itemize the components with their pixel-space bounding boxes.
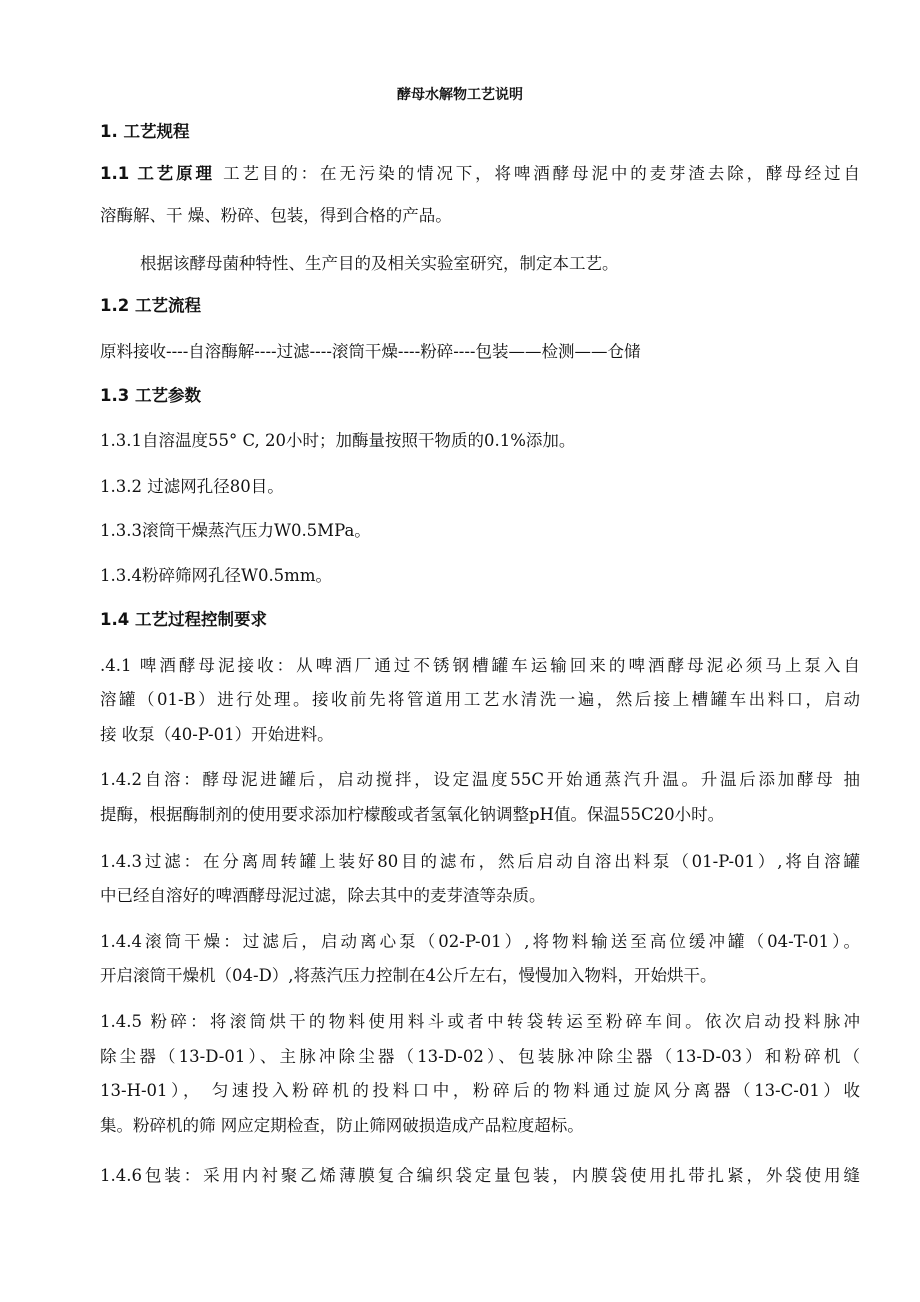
page-title: 酵母水解物工艺说明 [397, 87, 523, 103]
param-1-3-3: 1.3.3滚筒干燥蒸汽压力W0.5MPa。 [100, 521, 371, 540]
param-1-3-1: 1.3.1自溶温度55° C, 20小时；加酶量按照干物质的0.1%添加。 [100, 431, 576, 450]
para-1-4-2-line-1: 1.4.2自溶：酵母泥进罐后，启动搅拌，设定温度55C开始通蒸汽升温。升温后添加酵母 抽 [100, 770, 860, 789]
para-1-4-3-line-2: 中已经自溶好的啤酒酵母泥过滤，除去其中的麦芽渣等杂质。 [100, 886, 546, 905]
param-1-3-2: 1.3.2 过滤网孔径80目。 [100, 477, 284, 496]
section-1-1-line-2: 溶酶解、干 燥、粉碎、包装，得到合格的产品。 [100, 206, 452, 225]
para-1-4-3-line-1: 1.4.3过滤：在分离周转罐上装好80目的滤布，然后启动自溶出料泵（01-P-01）,将自溶罐 [100, 852, 860, 871]
section-1-1-text: 工艺目的：在无污染的情况下，将啤酒酵母泥中的麦芽渣去除，酵母经过自 [223, 164, 861, 183]
section-1-1-number: 1.1 [100, 164, 130, 183]
section-1-1-line-1 [100, 164, 860, 184]
section-1-4-heading: 1.4 工艺过程控制要求 [100, 610, 267, 629]
para-1-4-5-line-1: 1.4.5 粉碎：将滚筒烘干的物料使用料斗或者中转袋转运至粉碎车间。依次启动投料脉冲 [100, 1012, 860, 1031]
param-1-3-4: 1.3.4粉碎筛网孔径W0.5mm。 [100, 566, 332, 585]
para-1-4-2-line-2: 提酶，根据酶制剂的使用要求添加柠檬酸或者氢氧化钠调整pH值。保温55C20小时。 [100, 805, 725, 824]
para-1-4-1-line-2: 溶罐（01-B）进行处理。接收前先将管道用工艺水清洗一遍，然后接上槽罐车出料口，启动 [100, 690, 860, 709]
para-1-4-5-line-2: 除尘器（13-D-01）、主脉冲除尘器（13-D-02）、包装脉冲除尘器（13-D-03）和粉碎机（ [100, 1047, 860, 1066]
para-1-4-1-line-1: .4.1 啤酒酵母泥接收：从啤酒厂通过不锈钢槽罐车运输回来的啤酒酵母泥必须马上泵入自 [100, 656, 860, 675]
para-1-4-5-line-4: 集。粉碎机的筛 网应定期检查，防止筛网破损造成产品粒度超标。 [100, 1116, 584, 1135]
section-1-1-line-3: 根据该酵母菌种特性、生产目的及相关实验室研究，制定本工艺。 [140, 254, 619, 273]
section-1-1-title: 工艺原理 [137, 164, 215, 183]
section-1-3-heading: 1.3 工艺参数 [100, 386, 201, 405]
para-1-4-1-line-3: 接 收泵（40-P-01）开始进料。 [100, 725, 334, 744]
para-1-4-6-line-1: 1.4.6包装：采用内衬聚乙烯薄膜复合编织袋定量包装，内膜袋使用扎带扎紧，外袋使用缝 [100, 1166, 860, 1185]
para-1-4-5-line-3: 13-H-01）， 匀速投入粉碎机的投料口中，粉碎后的物料通过旋风分离器（13-C-01）收 [100, 1081, 860, 1100]
section-1-2-heading: 1.2 工艺流程 [100, 296, 201, 315]
para-1-4-4-line-2: 开启滚筒干燥机（04-D）,将蒸汽压力控制在4公斤左右，慢慢加入物料，开始烘干。 [100, 966, 717, 985]
section-1-heading: 1. 工艺规程 [100, 122, 190, 141]
para-1-4-4-line-1: 1.4.4滚筒干燥：过滤后，启动离心泵（02-P-01）,将物料输送至高位缓冲罐（04-T-01）。 [100, 932, 860, 951]
process-flow-line: 原料接收----自溶酶解----过滤----滚筒干燥----粉碎----包装——检测——仓储 [100, 342, 641, 361]
